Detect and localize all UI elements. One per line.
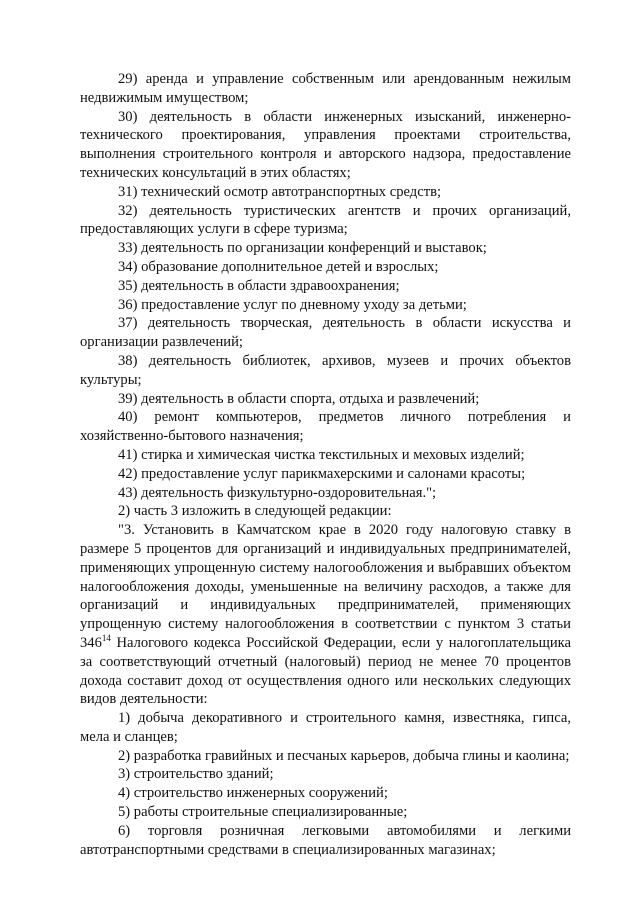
- document-text: [80, 70, 571, 859]
- article-superscript: 14: [101, 633, 111, 644]
- list-item: 39) деятельность в области спорта, отдыха и развлечений;: [118, 390, 480, 407]
- list-item: 33) деятельность по организации конференций и выставок;: [118, 240, 487, 257]
- list-item: 41) стирка и химическая чистка текстильных и меховых изделий;: [118, 446, 525, 463]
- list-item: 29) аренда и управление собственным или арендованным нежилым недвижимым имуществом;: [80, 71, 571, 106]
- main-paragraph-before: "3. Установить в Камчатском крае в 2020 году налоговую ставку в размере 5 процентов для организаций и индивидуальных предпринимателей, применяющих упрощенную систему налогообложения и выбравших объектом налогообложения доходы, уменьшенные на величину расходов, а также для организаций и индивидуальных предпринимателей, применяющих упрощенную систему налогообложения в соответствии с пунктом 3 статьи 346: [80, 522, 571, 651]
- list-item: 37) деятельность творческая, деятельность в области искусства и организации развлечений;: [80, 315, 571, 351]
- list-item: 34) образование дополнительное детей и взрослых;: [118, 258, 439, 275]
- list-item: 1) добыча декоративного и строительного камня, известняка, гипса, мела и сланцев;: [80, 710, 571, 745]
- main-paragraph: [80, 521, 571, 709]
- list-item: 30) деятельность в области инженерных изысканий, инженерно-технического проектирования, управления проектами строительства, выполнения строительного контроля и авторского надзора, предоставление технических консультаций в этих областях;: [80, 108, 571, 181]
- list-item: 36) предоставление услуг по дневному уходу за детьми;: [118, 296, 467, 313]
- main-paragraph-after: Налогового кодекса Российской Федерации, если у налогоплательщика за соответствующий отчетный (налоговый) период не менее 70 процентов дохода составит доход от осуществления одного или нескольких следующих видов деятельности:: [80, 634, 571, 708]
- list-item: 38) деятельность библиотек, архивов, музеев и прочих объектов культуры;: [80, 352, 571, 388]
- list-item: 42) предоставление услуг парикмахерскими и салонами красоты;: [118, 465, 526, 482]
- list-item: 35) деятельность в области здравоохранения;: [118, 277, 400, 294]
- list-item: 31) технический осмотр автотранспортных средств;: [118, 183, 442, 200]
- list-item: 6) торговля розничная легковыми автомобилями и легкими автотранспортными средствами в специализированных магазинах;: [80, 822, 571, 858]
- list-item: 40) ремонт компьютеров, предметов личного потребления и хозяйственно-бытового назначения;: [80, 409, 571, 445]
- amendment-instruction: 2) часть 3 изложить в следующей редакции:: [118, 503, 392, 520]
- list-item: 43) деятельность физкультурно-оздоровительная.";: [118, 484, 437, 501]
- list-item: 3) строительство зданий;: [118, 766, 274, 783]
- list-item: 2) разработка гравийных и песчаных карьеров, добыча глины и каолина;: [118, 747, 570, 764]
- list-item: 4) строительство инженерных сооружений;: [118, 785, 388, 802]
- list-item: 32) деятельность туристических агентств и прочих организаций, предоставляющих услуги в сфере туризма;: [80, 202, 571, 238]
- list-item: 5) работы строительные специализированные;: [118, 804, 408, 821]
